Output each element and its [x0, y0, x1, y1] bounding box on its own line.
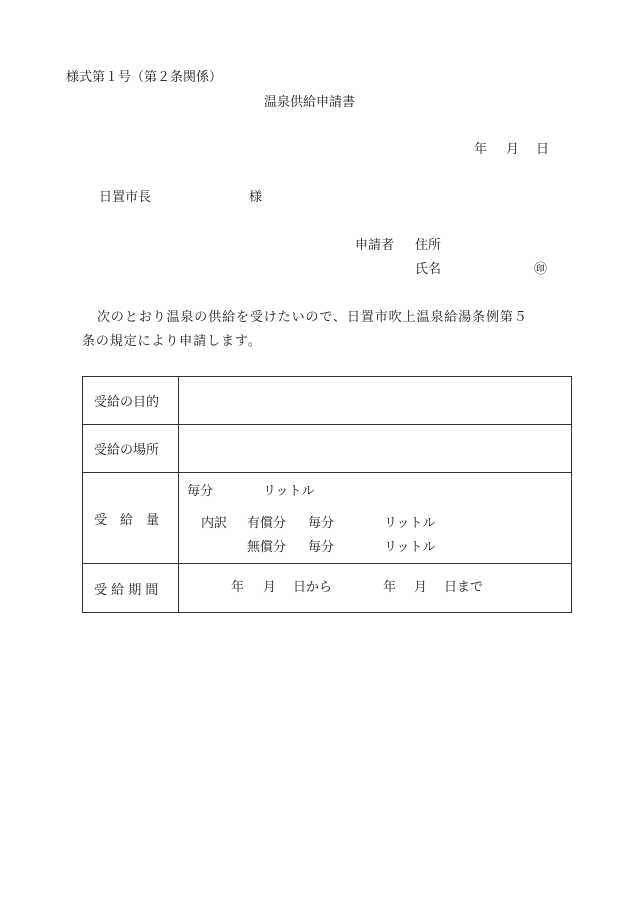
addressee-honorific: 様 — [249, 190, 263, 205]
period-from-day: 日から — [293, 580, 333, 595]
addressee-name: 日置市長 — [99, 190, 152, 205]
place-field[interactable] — [179, 425, 572, 473]
amount-row — [83, 473, 572, 564]
free-liter-label: リットル — [384, 540, 436, 555]
application-table — [82, 376, 572, 613]
period-from-year: 年 — [231, 580, 245, 595]
period-to-year: 年 — [383, 580, 397, 595]
place-label: 受給の場所 — [83, 425, 179, 473]
form-number: 様式第１号（第２条関係） — [66, 70, 223, 85]
seal-mark-icon: ㊞ — [534, 262, 548, 277]
period-to-month: 月 — [414, 580, 428, 595]
period-field[interactable] — [179, 564, 572, 613]
date-day-label: 日 — [536, 142, 550, 157]
body-text-line-2: 条の規定により申請します。 — [82, 334, 262, 349]
applicant-name-label: 氏名 — [415, 262, 442, 277]
amount-per-minute-label: 毎分 — [187, 484, 214, 499]
place-row — [83, 425, 572, 473]
paid-label: 有償分 — [247, 516, 287, 531]
applicant-label: 申請者 — [355, 238, 395, 253]
date-month-label: 月 — [506, 142, 520, 157]
breakdown-label: 内訳 — [201, 516, 228, 531]
amount-label: 受 給 量 — [83, 473, 179, 564]
date-year-label: 年 — [474, 142, 488, 157]
body-text-line-1: 次のとおり温泉の供給を受けたいので、日置市吹上温泉給湯条例第５ — [97, 310, 528, 325]
amount-liter-label: リットル — [263, 484, 315, 499]
paid-per-minute-label: 毎分 — [308, 516, 335, 531]
purpose-field[interactable] — [179, 377, 572, 425]
period-row — [83, 564, 572, 613]
purpose-row — [83, 377, 572, 425]
purpose-label: 受給の目的 — [83, 377, 179, 425]
period-label: 受 給 期 間 — [83, 564, 179, 613]
paid-liter-label: リットル — [384, 516, 436, 531]
free-per-minute-label: 毎分 — [308, 540, 335, 555]
document-title: 温泉供給申請書 — [264, 95, 356, 110]
period-from-month: 月 — [263, 580, 277, 595]
period-to-day: 日まで — [444, 580, 484, 595]
applicant-address-label: 住所 — [415, 238, 442, 253]
free-label: 無償分 — [247, 540, 287, 555]
amount-field[interactable] — [179, 473, 572, 564]
